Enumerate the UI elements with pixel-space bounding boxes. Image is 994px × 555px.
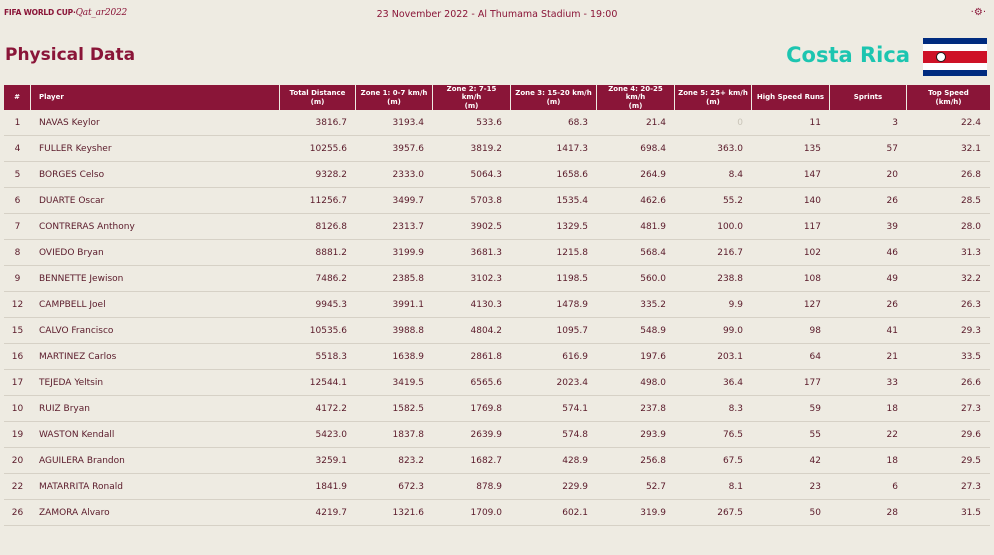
match-info: 23 November 2022 - Al Thumama Stadium - 19:00	[376, 9, 618, 20]
stat-value: 10255.6	[280, 136, 356, 162]
stat-value: 64	[752, 344, 830, 370]
column-header-label: Zone 2: 7-15 km/h	[446, 85, 497, 102]
table-row	[4, 318, 990, 344]
stat-value: 3902.5	[433, 214, 511, 240]
stat-value: 1215.8	[511, 240, 597, 266]
stat-value: 3957.6	[356, 136, 433, 162]
column-header-unit: (m)	[387, 97, 401, 106]
stat-value: 50	[752, 500, 830, 526]
stat-value: 52.7	[597, 474, 675, 500]
column-header-label: Zone 5: 25+ km/h	[678, 89, 748, 98]
stat-value: 1329.5	[511, 214, 597, 240]
page-title: Physical Data	[5, 45, 136, 65]
settings-icon[interactable]: ·⚙·	[970, 7, 986, 18]
stat-value: 9.9	[675, 292, 752, 318]
player-name: FULLER Keysher	[31, 136, 280, 162]
stat-value: 100.0	[675, 214, 752, 240]
stat-value: 5423.0	[280, 422, 356, 448]
stat-value: 498.0	[597, 370, 675, 396]
column-header-label: Zone 3: 15-20 km/h	[515, 89, 592, 98]
stat-value: 9945.3	[280, 292, 356, 318]
stat-value: 27.3	[907, 396, 990, 422]
stat-value: 1582.5	[356, 396, 433, 422]
stat-value: 27.3	[907, 474, 990, 500]
stat-value: 31.5	[907, 500, 990, 526]
stat-value: 256.8	[597, 448, 675, 474]
stat-value: 4804.2	[433, 318, 511, 344]
stat-value: 1682.7	[433, 448, 511, 474]
stat-value: 698.4	[597, 136, 675, 162]
stat-value: 0	[675, 110, 752, 136]
stat-value: 4130.3	[433, 292, 511, 318]
stat-value: 22	[830, 422, 907, 448]
stat-value: 2861.8	[433, 344, 511, 370]
stat-value: 1837.8	[356, 422, 433, 448]
player-name: TEJEDA Yeltsin	[31, 370, 280, 396]
stat-value: 878.9	[433, 474, 511, 500]
stat-value: 335.2	[597, 292, 675, 318]
stat-value: 1769.8	[433, 396, 511, 422]
stat-value: 127	[752, 292, 830, 318]
player-name: RUIZ Bryan	[31, 396, 280, 422]
stat-value: 3681.3	[433, 240, 511, 266]
stat-value: 1535.4	[511, 188, 597, 214]
stat-value: 1709.0	[433, 500, 511, 526]
stat-value: 3988.8	[356, 318, 433, 344]
column-header-label: Zone 4: 20-25 km/h	[608, 85, 663, 102]
stat-value: 2023.4	[511, 370, 597, 396]
stat-value: 29.3	[907, 318, 990, 344]
stat-value: 108	[752, 266, 830, 292]
stat-value: 823.2	[356, 448, 433, 474]
stat-value: 238.8	[675, 266, 752, 292]
table-row	[4, 344, 990, 370]
player-name: CALVO Francisco	[31, 318, 280, 344]
column-header-unit: (m)	[706, 97, 720, 106]
stat-value: 1841.9	[280, 474, 356, 500]
stat-value: 1321.6	[356, 500, 433, 526]
table-row	[4, 188, 990, 214]
player-name: BORGES Celso	[31, 162, 280, 188]
stat-value: 42	[752, 448, 830, 474]
stat-value: 33	[830, 370, 907, 396]
stat-value: 560.0	[597, 266, 675, 292]
stat-value: 1478.9	[511, 292, 597, 318]
column-header	[675, 85, 752, 110]
player-number: 26	[4, 500, 31, 526]
column-header	[830, 85, 907, 110]
table-row	[4, 110, 990, 136]
stat-value: 197.6	[597, 344, 675, 370]
stat-value: 29.6	[907, 422, 990, 448]
table-row	[4, 396, 990, 422]
stat-value: 2333.0	[356, 162, 433, 188]
player-number: 12	[4, 292, 31, 318]
stat-value: 2313.7	[356, 214, 433, 240]
player-name: AGUILERA Brandon	[31, 448, 280, 474]
stat-value: 229.9	[511, 474, 597, 500]
stat-value: 18	[830, 396, 907, 422]
stat-value: 32.2	[907, 266, 990, 292]
column-header	[597, 85, 675, 110]
player-number: 22	[4, 474, 31, 500]
column-header	[4, 85, 31, 110]
stat-value: 46	[830, 240, 907, 266]
column-header	[356, 85, 433, 110]
stat-value: 68.3	[511, 110, 597, 136]
table-row	[4, 136, 990, 162]
stat-value: 9328.2	[280, 162, 356, 188]
stat-value: 4172.2	[280, 396, 356, 422]
player-name: MARTINEZ Carlos	[31, 344, 280, 370]
stat-value: 481.9	[597, 214, 675, 240]
stat-value: 23	[752, 474, 830, 500]
stat-value: 135	[752, 136, 830, 162]
stat-value: 39	[830, 214, 907, 240]
stat-value: 3991.1	[356, 292, 433, 318]
stat-value: 67.5	[675, 448, 752, 474]
stat-value: 28	[830, 500, 907, 526]
stat-value: 216.7	[675, 240, 752, 266]
stat-value: 147	[752, 162, 830, 188]
player-number: 16	[4, 344, 31, 370]
table-row	[4, 292, 990, 318]
table-body	[4, 110, 990, 526]
stat-value: 293.9	[597, 422, 675, 448]
stat-value: 55	[752, 422, 830, 448]
stat-value: 1658.6	[511, 162, 597, 188]
stat-value: 3499.7	[356, 188, 433, 214]
stat-value: 1198.5	[511, 266, 597, 292]
column-header-label: Sprints	[853, 93, 883, 102]
stat-value: 1095.7	[511, 318, 597, 344]
stat-value: 6	[830, 474, 907, 500]
player-name: MATARRITA Ronald	[31, 474, 280, 500]
player-name: CAMPBELL Joel	[31, 292, 280, 318]
stat-value: 26	[830, 188, 907, 214]
column-header-label: Total Distance	[289, 89, 346, 98]
brand-text: FIFA WORLD CUP	[4, 8, 73, 17]
column-header-label: Top Speed	[928, 89, 969, 98]
stat-value: 55.2	[675, 188, 752, 214]
player-name: NAVAS Keylor	[31, 110, 280, 136]
stat-value: 3199.9	[356, 240, 433, 266]
stat-value: 574.1	[511, 396, 597, 422]
stat-value: 1638.9	[356, 344, 433, 370]
stat-value: 548.9	[597, 318, 675, 344]
column-header	[280, 85, 356, 110]
stat-value: 6565.6	[433, 370, 511, 396]
stat-value: 49	[830, 266, 907, 292]
stat-value: 672.3	[356, 474, 433, 500]
stat-value: 140	[752, 188, 830, 214]
stat-value: 363.0	[675, 136, 752, 162]
stat-value: 8.1	[675, 474, 752, 500]
stat-value: 32.1	[907, 136, 990, 162]
stat-value: 117	[752, 214, 830, 240]
brand-script-text: Qat_ar2022	[75, 8, 128, 18]
stat-value: 568.4	[597, 240, 675, 266]
column-header-label: #	[14, 93, 20, 102]
stat-value: 7486.2	[280, 266, 356, 292]
table-row	[4, 214, 990, 240]
stat-value: 20	[830, 162, 907, 188]
stat-value: 26.8	[907, 162, 990, 188]
table-row	[4, 266, 990, 292]
brand-separator: ·	[72, 8, 76, 17]
stat-value: 264.9	[597, 162, 675, 188]
stat-value: 428.9	[511, 448, 597, 474]
player-number: 7	[4, 214, 31, 240]
stat-value: 3	[830, 110, 907, 136]
stat-value: 98	[752, 318, 830, 344]
stat-value: 203.1	[675, 344, 752, 370]
stat-value: 29.5	[907, 448, 990, 474]
stat-value: 26	[830, 292, 907, 318]
column-header	[752, 85, 830, 110]
column-header	[31, 85, 280, 110]
stat-value: 177	[752, 370, 830, 396]
player-name: CONTRERAS Anthony	[31, 214, 280, 240]
table-row	[4, 500, 990, 526]
stat-value: 11256.7	[280, 188, 356, 214]
column-header	[511, 85, 597, 110]
column-header-unit: (m)	[628, 101, 643, 110]
stat-value: 3419.5	[356, 370, 433, 396]
stat-value: 22.4	[907, 110, 990, 136]
player-number: 10	[4, 396, 31, 422]
player-number: 19	[4, 422, 31, 448]
stat-value: 5703.8	[433, 188, 511, 214]
table-row	[4, 474, 990, 500]
stat-value: 616.9	[511, 344, 597, 370]
stat-value: 1417.3	[511, 136, 597, 162]
player-number: 20	[4, 448, 31, 474]
stat-value: 533.6	[433, 110, 511, 136]
stat-value: 18	[830, 448, 907, 474]
stat-value: 41	[830, 318, 907, 344]
stat-value: 3102.3	[433, 266, 511, 292]
column-header-unit: (km/h)	[935, 97, 962, 106]
player-number: 9	[4, 266, 31, 292]
stat-value: 462.6	[597, 188, 675, 214]
stat-value: 36.4	[675, 370, 752, 396]
stat-value: 31.3	[907, 240, 990, 266]
physical-data-table	[4, 85, 990, 526]
player-number: 5	[4, 162, 31, 188]
stat-value: 267.5	[675, 500, 752, 526]
stat-value: 11	[752, 110, 830, 136]
stat-value: 5064.3	[433, 162, 511, 188]
column-header-label: Zone 1: 0-7 km/h	[360, 89, 428, 98]
table-row	[4, 240, 990, 266]
player-number: 1	[4, 110, 31, 136]
table-row	[4, 422, 990, 448]
stat-value: 319.9	[597, 500, 675, 526]
stat-value: 8126.8	[280, 214, 356, 240]
stat-value: 3816.7	[280, 110, 356, 136]
player-number: 8	[4, 240, 31, 266]
stat-value: 76.5	[675, 422, 752, 448]
stat-value: 574.8	[511, 422, 597, 448]
player-name: ZAMORA Alvaro	[31, 500, 280, 526]
table-header-row	[4, 85, 990, 110]
column-header-unit: (m)	[310, 97, 325, 106]
stat-value: 12544.1	[280, 370, 356, 396]
stat-value: 21	[830, 344, 907, 370]
player-name: OVIEDO Bryan	[31, 240, 280, 266]
player-name: DUARTE Oscar	[31, 188, 280, 214]
stat-value: 28.0	[907, 214, 990, 240]
player-number: 17	[4, 370, 31, 396]
stat-value: 602.1	[511, 500, 597, 526]
stat-value: 5518.3	[280, 344, 356, 370]
stat-value: 237.8	[597, 396, 675, 422]
table-row	[4, 370, 990, 396]
column-header-label: Player	[39, 93, 64, 102]
stat-value: 8.4	[675, 162, 752, 188]
stat-value: 99.0	[675, 318, 752, 344]
player-name: BENNETTE Jewison	[31, 266, 280, 292]
stat-value: 57	[830, 136, 907, 162]
column-header	[907, 85, 990, 110]
top-bar	[0, 0, 994, 28]
costa-rica-flag-icon	[923, 38, 987, 76]
stat-value: 4219.7	[280, 500, 356, 526]
player-number: 6	[4, 188, 31, 214]
stat-value: 3819.2	[433, 136, 511, 162]
player-number: 15	[4, 318, 31, 344]
column-header-unit: (m)	[546, 97, 561, 106]
stat-value: 21.4	[597, 110, 675, 136]
stat-value: 33.5	[907, 344, 990, 370]
stat-value: 3193.4	[356, 110, 433, 136]
stat-value: 3259.1	[280, 448, 356, 474]
player-number: 4	[4, 136, 31, 162]
column-header-unit: (m)	[464, 101, 479, 110]
stat-value: 28.5	[907, 188, 990, 214]
stat-value: 26.3	[907, 292, 990, 318]
stat-value: 2639.9	[433, 422, 511, 448]
column-header	[433, 85, 511, 110]
stat-value: 26.6	[907, 370, 990, 396]
player-name: WASTON Kendall	[31, 422, 280, 448]
table-row	[4, 162, 990, 188]
team-name: Costa Rica	[786, 43, 910, 67]
stat-value: 59	[752, 396, 830, 422]
stat-value: 102	[752, 240, 830, 266]
stat-value: 10535.6	[280, 318, 356, 344]
column-header-label: High Speed Runs	[756, 93, 825, 102]
stat-value: 8.3	[675, 396, 752, 422]
table-row	[4, 448, 990, 474]
stat-value: 8881.2	[280, 240, 356, 266]
stat-value: 2385.8	[356, 266, 433, 292]
